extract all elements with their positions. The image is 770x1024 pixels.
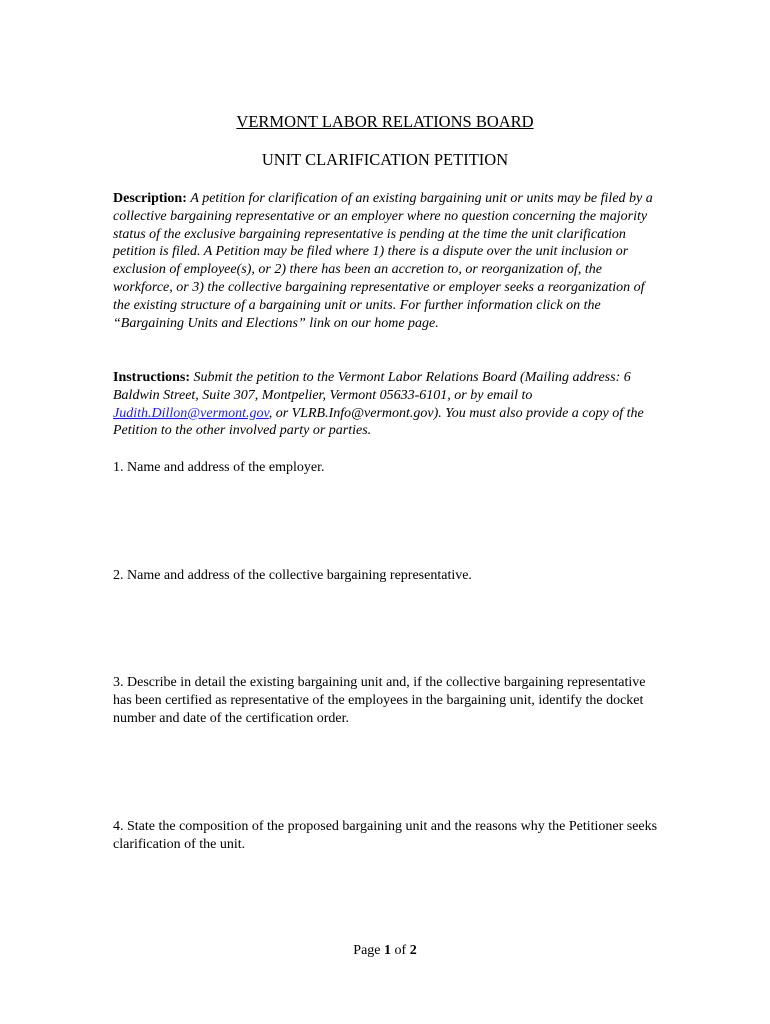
question-1: 1. Name and address of the employer. [113,460,325,475]
instructions-text-before: Submit the petition to the Vermont Labor Relations Board (Mailing address: 6 Baldwin Street, Suite 307, Montpelier, Vermont 05633-6101, or by email to [113,370,631,403]
page-word: Page [353,943,381,958]
instructions-text-after: , or VLRB.Info@vermont.gov). You must also provide a copy of the Petition to the other involved party or parties. [113,405,644,439]
instructions-paragraph [113,369,661,440]
page-total: 2 [409,943,417,958]
description-label: Description: [113,191,187,206]
document-title: VERMONT LABOR RELATIONS BOARD [236,112,534,131]
page-number: 1 [384,943,392,958]
question-3: 3. Describe in detail the existing bargaining unit and, if the collective bargaining representative has been certified as representative of the employees in the bargaining unit, identify the docket number and date of the certification order. [113,675,646,726]
page-footer [0,942,770,960]
question-4: 4. State the composition of the proposed bargaining unit and the reasons why the Petitioner seeks clarification of the unit. [113,819,658,852]
question-2: 2. Name and address of the collective bargaining representative. [113,568,472,583]
of-word: of [394,943,407,958]
document-subtitle: UNIT CLARIFICATION PETITION [261,150,509,169]
description-paragraph [113,190,661,332]
email-link[interactable]: Judith.Dillon@vermont.gov [113,405,269,421]
description-text: A petition for clarification of an existing bargaining unit or units may be filed by a collective bargaining representative or an employer where no question concerning the majority status of the exclusive bargaining representative is pending at the time the unit clarification petition is filed. A Petition may be filed where 1) there is a dispute over the unit inclusion or exclusion of employee(s), or 2) there has been an accretion to, or reorganization of, the workforce, or 3) the collective bargaining representative or employer seeks a reorganization of the existing structure of a bargaining unit or units. For further information click on the “Bargaining Units and Elections” link on our home page. [113,191,653,331]
instructions-label: Instructions: [113,370,191,385]
